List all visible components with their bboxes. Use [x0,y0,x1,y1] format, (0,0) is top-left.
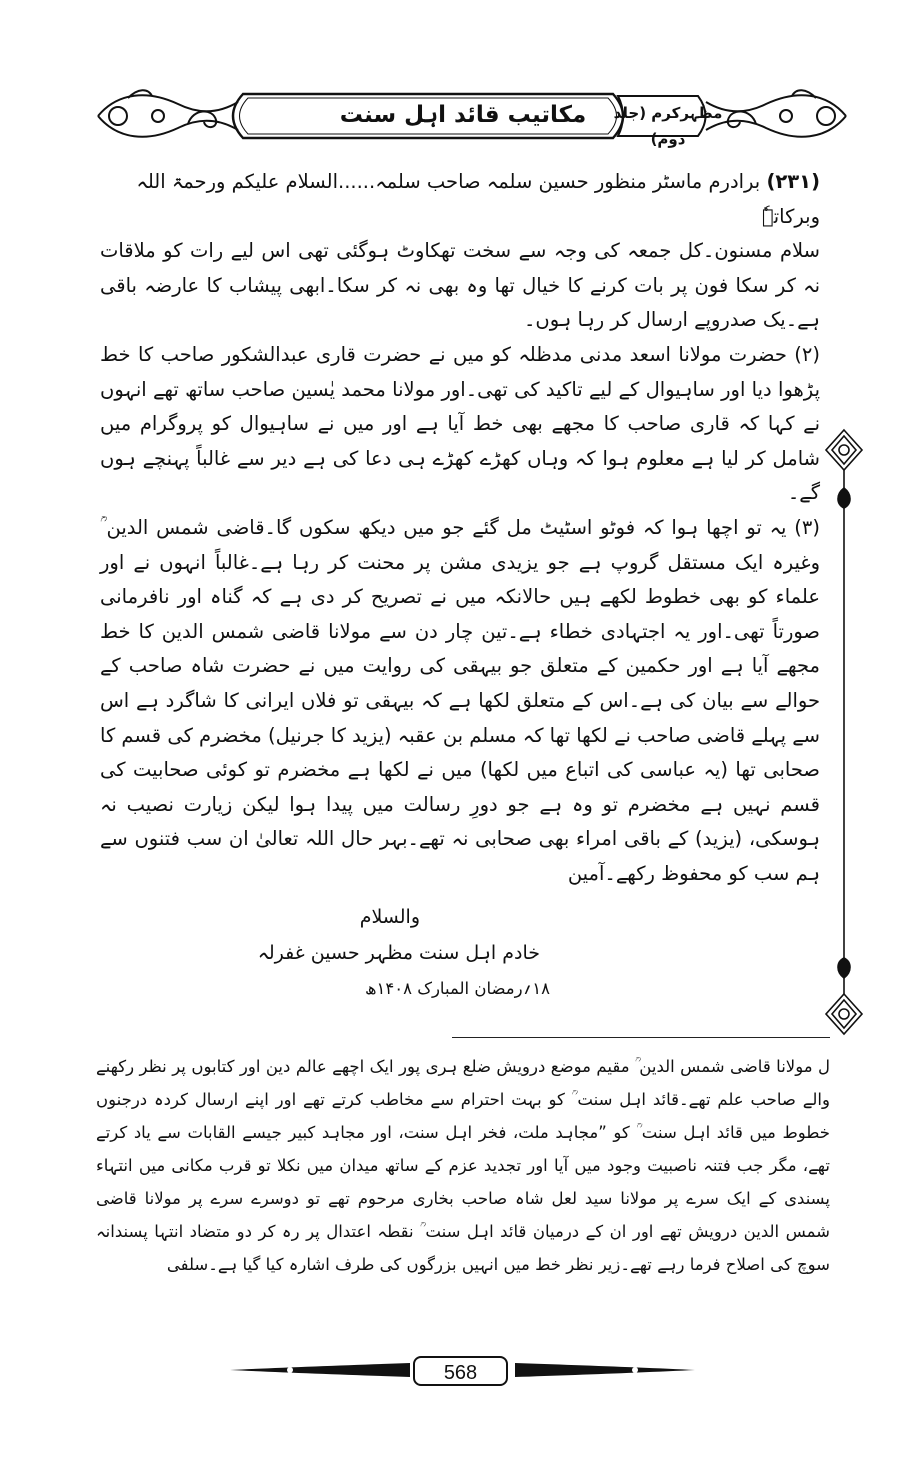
signature-block [100,900,820,1010]
page-number: 568 [413,1356,508,1386]
margin-ornament-icon [822,428,866,1038]
letter-salutation: برادرم ماسٹر منظور حسین سلمہ صاحب سلمہ......السلام علیکم ورحمۃ اللہ وبرکاتہٗ [136,170,820,228]
header-volume: مظہرکرم (جلد دوم) [613,104,723,148]
letter-number: (۲۳۱) [766,170,820,193]
letter-body [100,165,820,891]
letter-paragraph-3: (۳) یہ تو اچھا ہوا کہ فوٹو اسٹیٹ مل گئے جو میں دیکھ سکوں گا۔قاضی شمس الدین ؒ وغیرہ ایک مستقل گروپ ہے جو یزیدی مشن پر محنت کر رہا ہے۔غالباً انہوں نے اور علماء کو بھی خطوط لکھے ہیں حالانکہ میں نے تصریح کر دی ہے کہ گناہ اور نافرمانی صورتاً تھی۔اور یہ اجتہادی خطاء ہے۔تین چار دن سے مولانا قاضی شمس الدین کا خط مجھے آیا ہے اور حکمین کے متعلق جو بیہقی کی روایت میں نے حضرت شاہ صاحب کے حوالے سے بیان کی ہے۔اس کے متعلق لکھا ہے کہ بیہقی تو فلاں ایرانی کا شاگرد ہے اس سے پہلے قاضی صاحب نے لکھا تھا کہ مسلم بن عقبہ (یزید کا جرنیل) مخضرم کی قسم کا صحابی تھا (یہ عباسی کی اتباع میں لکھا) میں نے لکھا ہے مخضرم تو کوئی صحابیت کی قسم نہیں ہے مخضرم تو وہ ہے جو دورِ رسالت میں پیدا ہوا لیکن زیارت نصیب نہ ہوسکی، (یزید) کے باقی امراء بھی صحابی نہ تھے۔بہر حال اللہ تعالیٰ ان سب فتنوں سے ہم سب کو محفوظ رکھے۔آمین [100,515,820,885]
signature-name: خادم اہل سنت مظہر حسین غفرلہ [257,942,540,964]
letter-opening [100,165,820,234]
footnote-text: ل مولانا قاضی شمس الدین ؒ مقیم موضع درویش ضلع ہری پور ایک اچھے عالم دین اور کتابوں پر نظر رکھنے والے صاحب علم تھے۔قائد اہل سنت ؒ کو بہت احترام سے مخاطب کرتے تھے اور اپنے ارسال کردہ درجنوں خطوط میں قائد اہل سنت ؒ کو ”مجاہد ملت، فخر اہل سنت، اور مجاہد کبیر جیسے القابات سے یاد کرتے تھے، مگر جب فتنہ ناصبیت وجود میں آیا اور تجدید عزم کے ساتھ میدان میں نکلا تو قرب مکانی میں انتہاء پسندی کے ایک سرے پر مولانا سید لعل شاہ صاحب بخاری مرحوم تھے تو دوسرے سرے پر مولانا قاضی شمس الدین درویش تھے اور ان کے درمیان قائد اہل سنت ؒ نقطہ اعتدال پر رہ کر دو متضاد انتہا پسندانہ سوچ کی اصلاح فرما رہے تھے۔زیر نظر خط میں انہیں بزرگوں کی طرف اشارہ کیا گیا ہے۔سلفی [96,1057,830,1274]
page-header [88,84,856,148]
letter-paragraph-2: (۲) حضرت مولانا اسعد مدنی مدظلہ کو میں نے حضرت قاری عبدالشکور صاحب کا خط پڑھوا دیا اور ساہیوال کے لیے تاکید کی تھی۔اور مولانا محمد یٰسین صاحب ساتھ تھے انہوں نے کہا کہ قاری صاحب کا مجھے بھی خط آیا ہے اور میں نے ساہیوال کو پروگرام میں شامل کر لیا ہے معلوم ہوا کہ وہاں کھڑے کھڑے ہی دعا کی ہے دیر سے غالباً پہنچے ہوں گے۔ [100,342,820,505]
header-title: مکاتیب قائد اہل سنت [339,102,587,128]
footnote [96,1050,830,1281]
letter-paragraph-1: سلام مسنون۔کل جمعہ کی وجہ سے سخت تھکاوٹ ہوگئی تھی اس لیے رات کو ملاقات نہ کر سکا فون پر بات کرنے کا خیال تھا وہ بھی نہ کر سکا۔ابھی پیشاب کا عارضہ باقی ہے۔یک صدروپے ارسال کر رہا ہوں۔ [100,239,820,332]
signature-closing: والسلام [359,906,420,928]
signature-date: ۱۸؍رمضان المبارک ۱۴۰۸ھ [364,979,550,998]
footnote-divider [452,1037,830,1038]
